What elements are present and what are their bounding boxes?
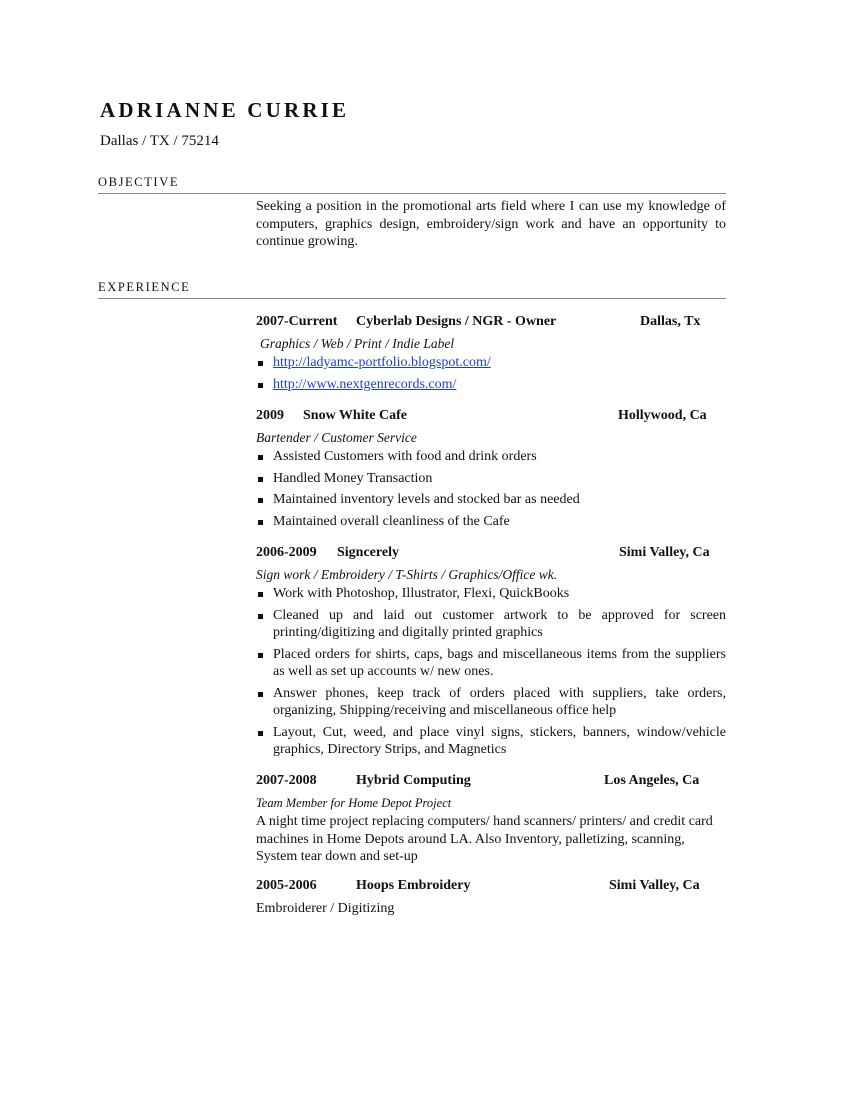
bullet-icon: [258, 692, 263, 697]
job-subtitle: Sign work / Embroidery / T-Shirts / Graphics/Office wk.: [256, 567, 558, 582]
job-location: Los Angeles, Ca: [604, 773, 700, 788]
bullet-icon: [258, 477, 263, 482]
job-company: Hoops Embroidery: [356, 878, 471, 893]
job-entry: [256, 878, 726, 918]
bullet-icon: [258, 520, 263, 525]
list-item: Placed orders for shirts, caps, bags and miscellaneous items from the suppliers as well as set up accounts w/ new ones.: [256, 646, 726, 681]
records-link[interactable]: http://www.nextgenrecords.com/: [273, 376, 457, 392]
job-period: 2007-Current: [256, 314, 338, 329]
resume-name: ADRIANNE CURRIE: [100, 98, 350, 122]
job-subtitle: Graphics / Web / Print / Indie Label: [260, 336, 455, 351]
job-period: 2009: [256, 408, 284, 423]
list-item: [256, 376, 726, 394]
bullet-icon: [258, 455, 263, 460]
portfolio-link[interactable]: http://ladyamc-portfolio.blogspot.com/: [273, 355, 491, 370]
job-header: [256, 408, 726, 428]
job-company: Cyberlab Designs / NGR - Owner: [356, 314, 557, 329]
job-entry: [256, 545, 726, 763]
job-company: Signcerely: [337, 545, 399, 560]
objective-text: Seeking a position in the promotional arts field where I can use my knowledge of computers, graphics design, embroidery/sign work and have an opportunity to continue growing.: [256, 199, 726, 249]
job-subtitle: Bartender / Customer Service: [256, 430, 417, 445]
experience-heading: EXPERIENCE: [98, 280, 726, 299]
bullet-icon: [258, 592, 263, 597]
bullet-icon: [258, 731, 263, 736]
job-period: 2005-2006: [256, 878, 317, 893]
list-item: Handled Money Transaction: [256, 470, 726, 488]
bullet-icon: [258, 614, 263, 619]
job-location: Simi Valley, Ca: [619, 545, 710, 560]
list-item: Work with Photoshop, Illustrator, Flexi, QuickBooks: [256, 585, 726, 603]
list-item: Layout, Cut, weed, and place vinyl signs, stickers, banners, window/vehicle graphics, Directory Strips, and Magnetics: [256, 724, 726, 759]
job-location: Simi Valley, Ca: [609, 878, 700, 893]
job-entry: [256, 773, 726, 866]
list-item: Cleaned up and laid out customer artwork to be approved for screen printing/digitizing and digitally printed graphics: [256, 607, 726, 642]
job-header: [256, 878, 726, 898]
bullet-icon: [258, 383, 263, 388]
objective-heading: OBJECTIVE: [98, 175, 726, 194]
job-company: Snow White Cafe: [303, 408, 407, 423]
job-bullets: [256, 354, 726, 393]
list-item: [256, 354, 726, 372]
list-item: Maintained inventory levels and stocked bar as needed: [256, 491, 726, 509]
bullet-icon: [258, 361, 263, 366]
bullet-icon: [258, 653, 263, 658]
job-header: [256, 314, 726, 334]
job-period: 2006-2009: [256, 545, 317, 560]
list-item: Assisted Customers with food and drink orders: [256, 448, 726, 466]
job-period: 2007-2008: [256, 773, 317, 788]
job-header: [256, 545, 726, 565]
job-location: Dallas, Tx: [640, 314, 701, 329]
job-description: Embroiderer / Digitizing: [256, 901, 395, 916]
job-description: A night time project replacing computers/ hand scanners/ printers/ and credit card machines in Home Depots around LA. Also Inventory, palletizing, scanning, System tear down and set-up: [256, 814, 713, 864]
job-bullets: [256, 448, 726, 530]
job-subtitle: Team Member for Home Depot Project: [256, 796, 452, 810]
job-company: Hybrid Computing: [356, 773, 471, 788]
job-entry: [256, 408, 726, 534]
list-item: Answer phones, keep track of orders placed with suppliers, take orders, organizing, Shipping/receiving and miscellaneous office help: [256, 685, 726, 720]
job-entry: [256, 314, 726, 397]
list-item: Maintained overall cleanliness of the Cafe: [256, 513, 726, 531]
address: Dallas / TX / 75214: [100, 133, 219, 149]
job-bullets: [256, 585, 726, 759]
bullet-icon: [258, 498, 263, 503]
job-location: Hollywood, Ca: [618, 408, 707, 423]
job-header: [256, 773, 726, 793]
